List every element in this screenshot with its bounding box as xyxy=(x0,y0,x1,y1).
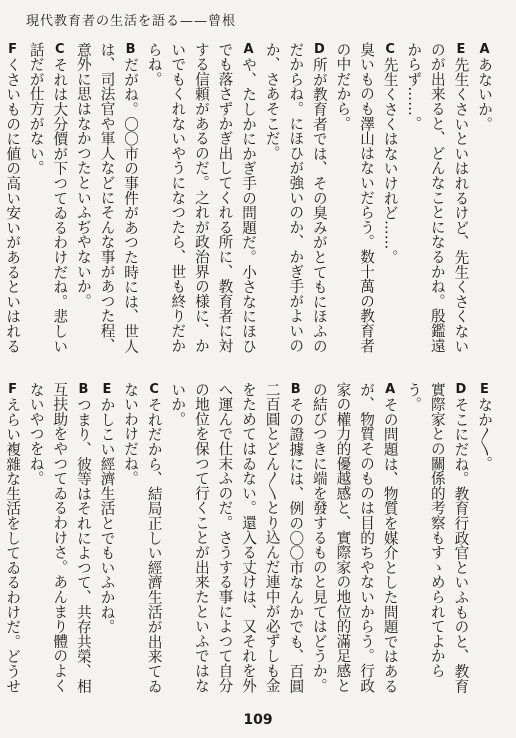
speaker-label: A xyxy=(477,42,492,58)
dialogue-text: つまり、彼等はそれによつて、共存共榮、相互扶助をやつてゐるわけさ。あんまり體のよくないやつをね。 xyxy=(27,382,92,694)
dialogue-text: そこにだね。教育行政官といふものと、教育實際家との關係的考察もすゝめられてよからう。 xyxy=(405,382,470,694)
dialogue-turn xyxy=(402,382,473,698)
dialogue-turn xyxy=(166,382,308,698)
dialogue-turn xyxy=(472,382,496,698)
dialogue-text: その證據には、例の〇〇市なんかでも、百圓二百圓とどん〳〵とり込んだ連中が必ずしも金をためてはゐない。還入る丈けは、又それを外へ運んで仕末ふのだ。さうする事によつて自分の地位を保つて行くことが出来たといふではないか。 xyxy=(169,382,305,694)
dialogue-turn xyxy=(0,382,24,698)
bottom-text-block xyxy=(4,382,496,698)
speaker-label: E xyxy=(453,42,469,58)
speaker-label: E xyxy=(477,382,492,398)
dialogue-text: かしこい經濟生活とでもいふかね。 xyxy=(98,397,116,635)
dialogue-turn xyxy=(472,42,496,360)
dialogue-text: それは大分價が下つてゐるわけだね。悲しい話だが仕方がない。 xyxy=(27,42,69,354)
dialogue-turn xyxy=(119,382,166,698)
dialogue-text: あないか。 xyxy=(476,57,493,132)
dialogue-text: えらい複雜な生活をしてゐるわけだ。どうせ xyxy=(4,397,22,694)
dialogue-turn xyxy=(378,42,402,360)
speaker-label: A xyxy=(241,42,257,58)
speaker-label: C xyxy=(146,382,162,398)
speaker-label: C xyxy=(52,42,68,58)
dialogue-turn xyxy=(0,42,24,360)
bottom-dialogue xyxy=(4,382,496,698)
dialogue-text: 臭いものも澤山はないだらう。数十萬の教育者の中だから。 xyxy=(334,42,376,353)
top-dialogue xyxy=(4,42,496,360)
dialogue-text: 先生くさいといはれるけど、先生くさくないのが出来ると、どんなことになるかね。殷鑑遠からず……。 xyxy=(405,42,470,354)
dialogue-text: くさいものに値の高い安いがあるといはれる xyxy=(4,57,22,354)
running-header: 現代教育者の生活を語る——曾根 xyxy=(26,14,237,29)
dialogue-turn xyxy=(260,42,331,360)
speaker-label: D xyxy=(453,382,469,398)
speaker-label: D xyxy=(311,42,327,58)
dialogue-text: だがね。〇〇市の事件があつた時には、世人は、司法官や軍人などにそんな事があつた程、意外に思はなかつたといふぢやないか。 xyxy=(74,42,140,354)
dialogue-text: その問題は、物質を媒介とした問題ではあるが、物質そのものは目的ちやないからう。行政家の權力的優越感と、實際家の地位的滿足感との結びつきに端を發するものと見てはどうか。 xyxy=(310,382,399,694)
page-number: 109 xyxy=(243,712,273,728)
speaker-label: B xyxy=(123,42,139,58)
dialogue-turn xyxy=(307,382,401,698)
speaker-label: F xyxy=(5,42,21,58)
dialogue-turn xyxy=(95,382,119,698)
speaker-label: C xyxy=(382,42,398,58)
dialogue-turn xyxy=(331,42,378,360)
dialogue-turn xyxy=(71,42,142,360)
dialogue-turn xyxy=(142,42,260,360)
speaker-label: F xyxy=(5,382,21,398)
dialogue-turn xyxy=(402,42,473,360)
dialogue-text: それだから、結局正しい經濟生活が出来てゐないわけだね。 xyxy=(122,382,163,694)
speaker-label: B xyxy=(75,382,91,398)
dialogue-turn xyxy=(24,382,95,698)
speaker-label: B xyxy=(288,382,304,398)
dialogue-turn xyxy=(24,42,71,360)
top-text-block xyxy=(4,42,496,360)
dialogue-text: 所が教育者では、その臭みがとてもにほふのだからね。にほひが強いのか、かぎ手がよいのか、さあそこだ。 xyxy=(263,42,328,354)
dialogue-text: 先生くさくはないけれど……。 xyxy=(381,57,399,265)
speaker-label: A xyxy=(382,382,398,398)
dialogue-text: なか〳〵。 xyxy=(476,397,493,472)
speaker-label: E xyxy=(99,382,115,398)
dialogue-text: や、たしかにかぎ手の問題だ。小さなにほひでも落さずかぎ出してくれる所に、教育者に対する信頼があるのだ。之れが政治界の様に、かいでもくれないやうになつたら、世も終りだからね。 xyxy=(145,42,258,354)
